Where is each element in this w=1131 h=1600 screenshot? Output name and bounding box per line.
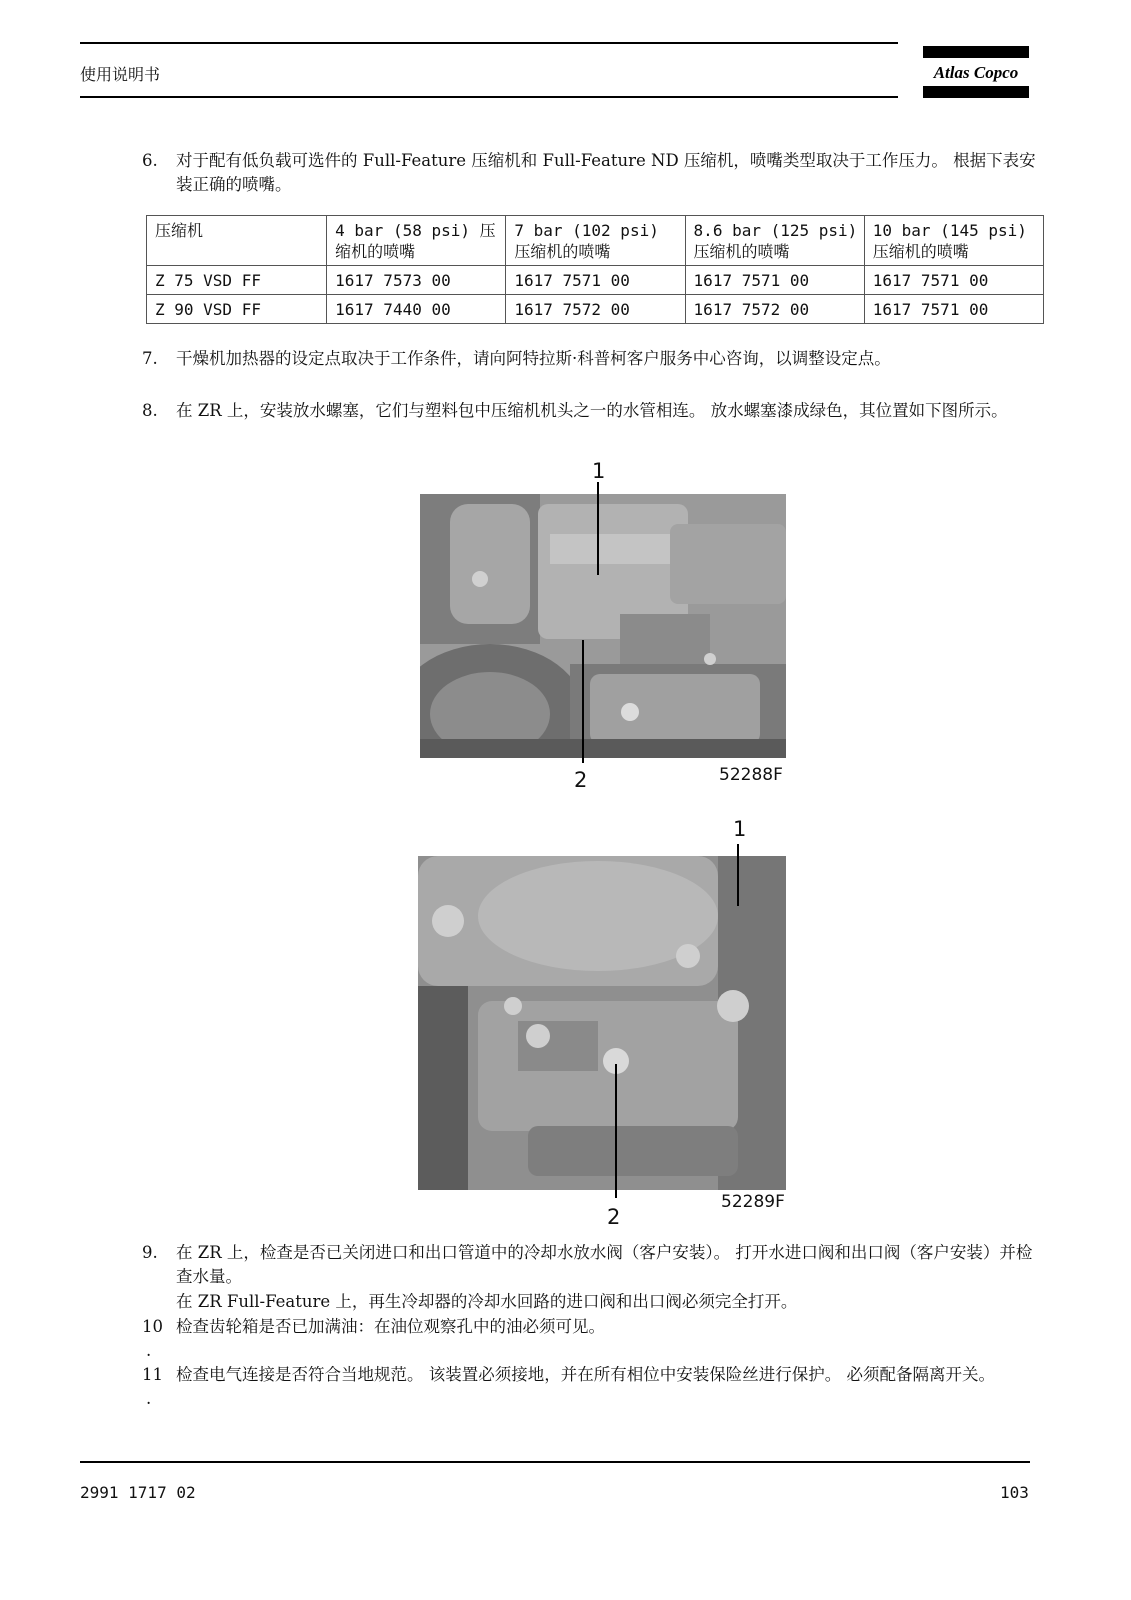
figure-2-callout-1: 1 <box>733 817 747 841</box>
footer-doc-number: 2991 1717 02 <box>80 1483 196 1502</box>
figure-2-code: 52289F <box>721 1192 785 1212</box>
header-bottom-rule <box>80 96 898 98</box>
step-number: 11 <box>142 1365 163 1384</box>
table-cell: 1617 7571 00 <box>506 266 685 295</box>
header-title: 使用说明书 <box>80 65 161 84</box>
table-cell: 1617 7440 00 <box>327 295 506 324</box>
svg-text:Atlas Copco: Atlas Copco <box>933 63 1019 82</box>
figure-1-callout-1: 1 <box>592 459 606 483</box>
header-top-rule <box>80 42 898 44</box>
step-number: 7. <box>142 349 158 368</box>
figure-1-leader-lines <box>420 470 786 780</box>
table-row <box>147 295 1044 324</box>
figure-1-callout-2: 2 <box>574 768 588 792</box>
step-text: 检查齿轮箱是否已加满油：在油位观察孔中的油必须可见。 <box>176 1317 605 1336</box>
table-header-cell: 8.6 bar (125 psi) 压缩机的喷嘴 <box>685 216 864 266</box>
step-number-dot: . <box>146 1341 152 1360</box>
table-header-cell: 10 bar (145 psi) 压缩机的喷嘴 <box>864 216 1043 266</box>
step-number: 10 <box>142 1317 163 1336</box>
step-text: 在 ZR 上，安装放水螺塞，它们与塑料包中压缩机机头之一的水管相连。 放水螺塞漆成绿色，其位置如下图所示。 <box>176 401 1008 420</box>
step-number: 8. <box>142 401 158 420</box>
table-cell: 1617 7572 00 <box>506 295 685 324</box>
figure-2-callout-2: 2 <box>607 1205 621 1229</box>
step-number: 9. <box>142 1243 158 1262</box>
table-cell: Z 75 VSD FF <box>147 266 327 295</box>
step-text: 干燥机加热器的设定点取决于工作条件，请向阿特拉斯·科普柯客户服务中心咨询，以调整设定点。 <box>176 349 891 368</box>
figure-2-leader-lines <box>418 836 786 1212</box>
step-text: 检查电气连接是否符合当地规范。 该装置必须接地，并在所有相位中安装保险丝进行保护。 必须配备隔离开关。 <box>176 1365 995 1384</box>
table-cell: Z 90 VSD FF <box>147 295 327 324</box>
table-cell: 1617 7571 00 <box>864 295 1043 324</box>
step-text: 在 ZR 上，检查是否已关闭进口和出口管道中的冷却水放水阀（客户安装）。 打开水进口阀和出口阀（客户安装）并检查水量。 <box>176 1243 1033 1286</box>
footer-rule <box>80 1461 1030 1463</box>
atlas-copco-logo <box>923 46 1029 98</box>
step-number: 6. <box>142 151 158 170</box>
step-text: 在 ZR Full-Feature 上，再生冷却器的冷却水回路的进口阀和出口阀必须完全打开。 <box>176 1292 798 1311</box>
table-header-cell: 7 bar (102 psi) 压缩机的喷嘴 <box>506 216 685 266</box>
table-cell: 1617 7571 00 <box>685 266 864 295</box>
step-text: 对于配有低负载可选件的 Full-Feature 压缩机和 Full-Feature ND 压缩机，喷嘴类型取决于工作压力。 根据下表安装正确的喷嘴。 <box>176 151 1036 194</box>
table-header-row <box>147 216 1044 266</box>
table-header-cell: 4 bar (58 psi) 压缩机的喷嘴 <box>327 216 506 266</box>
table-cell: 1617 7571 00 <box>864 266 1043 295</box>
figure-1-code: 52288F <box>719 765 783 785</box>
table-cell: 1617 7572 00 <box>685 295 864 324</box>
table-cell: 1617 7573 00 <box>327 266 506 295</box>
table-row <box>147 266 1044 295</box>
step-number-dot: . <box>146 1389 152 1408</box>
table-header-cell: 压缩机 <box>147 216 327 266</box>
nozzle-table <box>146 215 1044 324</box>
footer-page-number: 103 <box>1000 1483 1029 1502</box>
